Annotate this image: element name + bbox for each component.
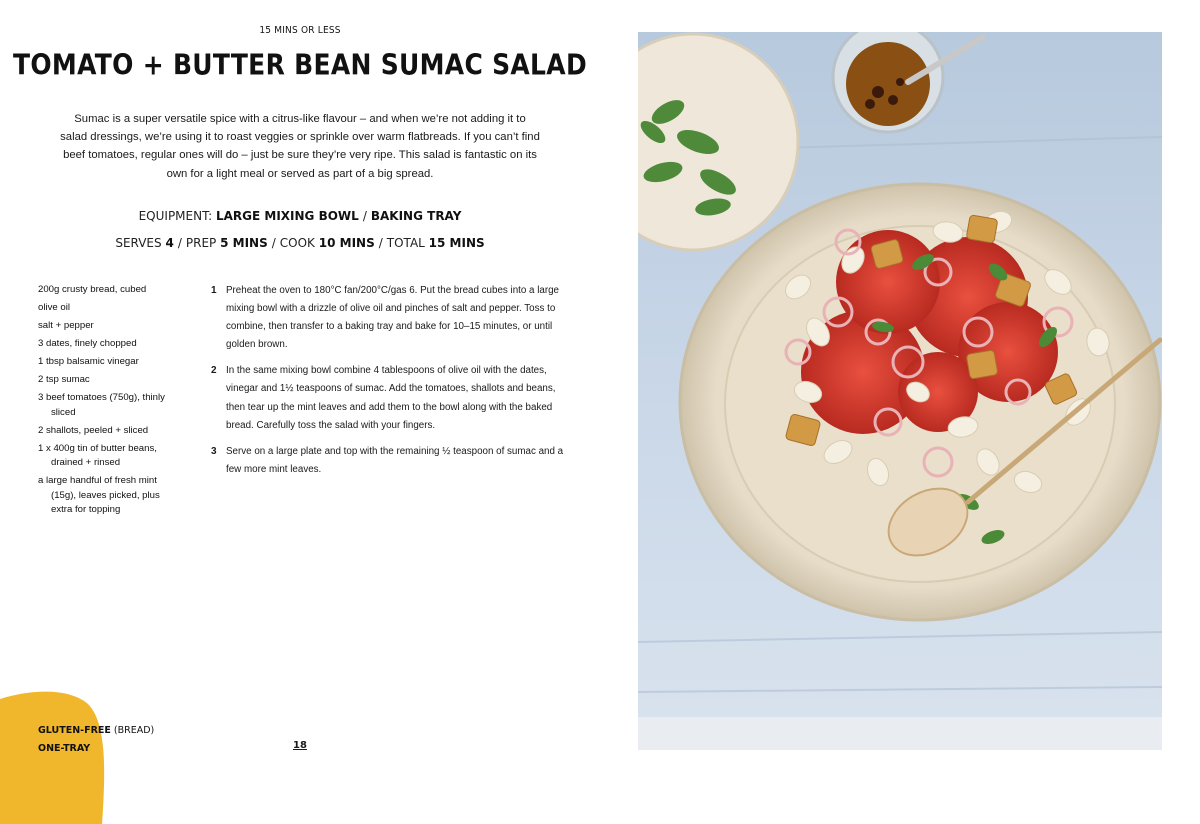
equipment-line (0, 209, 600, 223)
total-label: TOTAL (386, 236, 425, 250)
timing-separator: / (177, 236, 182, 250)
cook-label: COOK (279, 236, 315, 250)
ingredient-item: 3 beef tomatoes (750g), thinly sliced (38, 392, 165, 418)
step-text: Serve on a large plate and top with the remaining ½ teaspoon of sumac and a few more mint leaves. (226, 445, 564, 475)
table-edge (638, 717, 1162, 750)
equipment-label: EQUIPMENT: (138, 209, 213, 223)
ingredient-item: 2 tsp sumac (38, 374, 90, 385)
equipment-item: LARGE MIXING BOWL (215, 209, 359, 223)
method-list (211, 282, 567, 487)
equipment-separator: / (362, 209, 367, 223)
serves-value: 4 (165, 236, 174, 250)
left-page (0, 0, 600, 781)
ingredient-item: 200g crusty bread, cubed (38, 284, 147, 295)
recipe-title: TOMATO + BUTTER BEAN SUMAC SALAD (13, 47, 587, 82)
serves-label: SERVES (115, 236, 162, 250)
equipment-item: BAKING TRAY (370, 209, 462, 223)
ingredient-item: 1 tbsp balsamic vinegar (38, 356, 139, 367)
prep-label: PREP (185, 236, 217, 250)
method-step (211, 282, 567, 354)
recipe-intro: Sumac is a super versatile spice with a citrus-like flavour – and when we’re not adding it to salad dressings, we’re using it to roast veggies or sprinkle over warm flatbreads. If you can’t find beef tomatoes, regular ones will do – just be sure they’re very ripe. This salad is fantastic on its own for a light meal or served as part of a big spread. (60, 113, 540, 180)
step-number: 1 (211, 285, 217, 296)
salad-photo (638, 32, 1162, 750)
ingredient-item: olive oil (38, 302, 70, 313)
salad-illustration (638, 32, 1162, 750)
prep-value: 5 MINS (220, 236, 268, 250)
right-page (600, 0, 1200, 781)
method-step (211, 443, 567, 479)
total-value: 15 MINS (428, 236, 485, 250)
chapter-label: 15 MINS OR LESS (259, 25, 341, 36)
page-number: 18 (293, 740, 307, 751)
timing-line (0, 236, 600, 250)
tag-one-tray: ONE-TRAY (38, 743, 91, 754)
dressing (846, 42, 930, 126)
step-text: In the same mixing bowl combine 4 tablespoons of olive oil with the dates, vinegar and 1½ teaspoons of sumac. Add the tomatoes, shallots and beans, then tear up the mint leaves and add them to the bowl along with the baked bread. Carefully toss the salad with your fingers. (226, 365, 556, 431)
step-text: Preheat the oven to 180°C fan/200°C/gas 6. Put the bread cubes into a large mixing bowl with a drizzle of olive oil and pinches of salt and pepper. Toss to combine, then transfer to a baking tray and bake for 10–15 minutes, or until golden brown. (226, 285, 559, 351)
tag-gluten-free: GLUTEN-FREE (38, 725, 111, 736)
ingredient-item: 3 dates, finely chopped (38, 338, 137, 349)
ingredients-list (38, 283, 178, 521)
step-number: 3 (211, 445, 217, 457)
ingredient-item: salt + pepper (38, 320, 94, 331)
ingredient-item: 2 shallots, peeled + sliced (38, 424, 149, 436)
step-number: 2 (211, 365, 217, 377)
method-step (211, 362, 567, 434)
ingredient-item: 1 x 400g tin of butter beans, drained + rinsed (38, 442, 157, 468)
diet-tags (38, 722, 154, 758)
tag-note: (BREAD) (113, 725, 155, 736)
ingredient-item: a large handful of fresh mint (15g), leaves picked, plus extra for topping (38, 475, 160, 515)
cook-value: 10 MINS (318, 236, 375, 250)
timing-separator: / (271, 236, 276, 250)
timing-separator: / (378, 236, 383, 250)
